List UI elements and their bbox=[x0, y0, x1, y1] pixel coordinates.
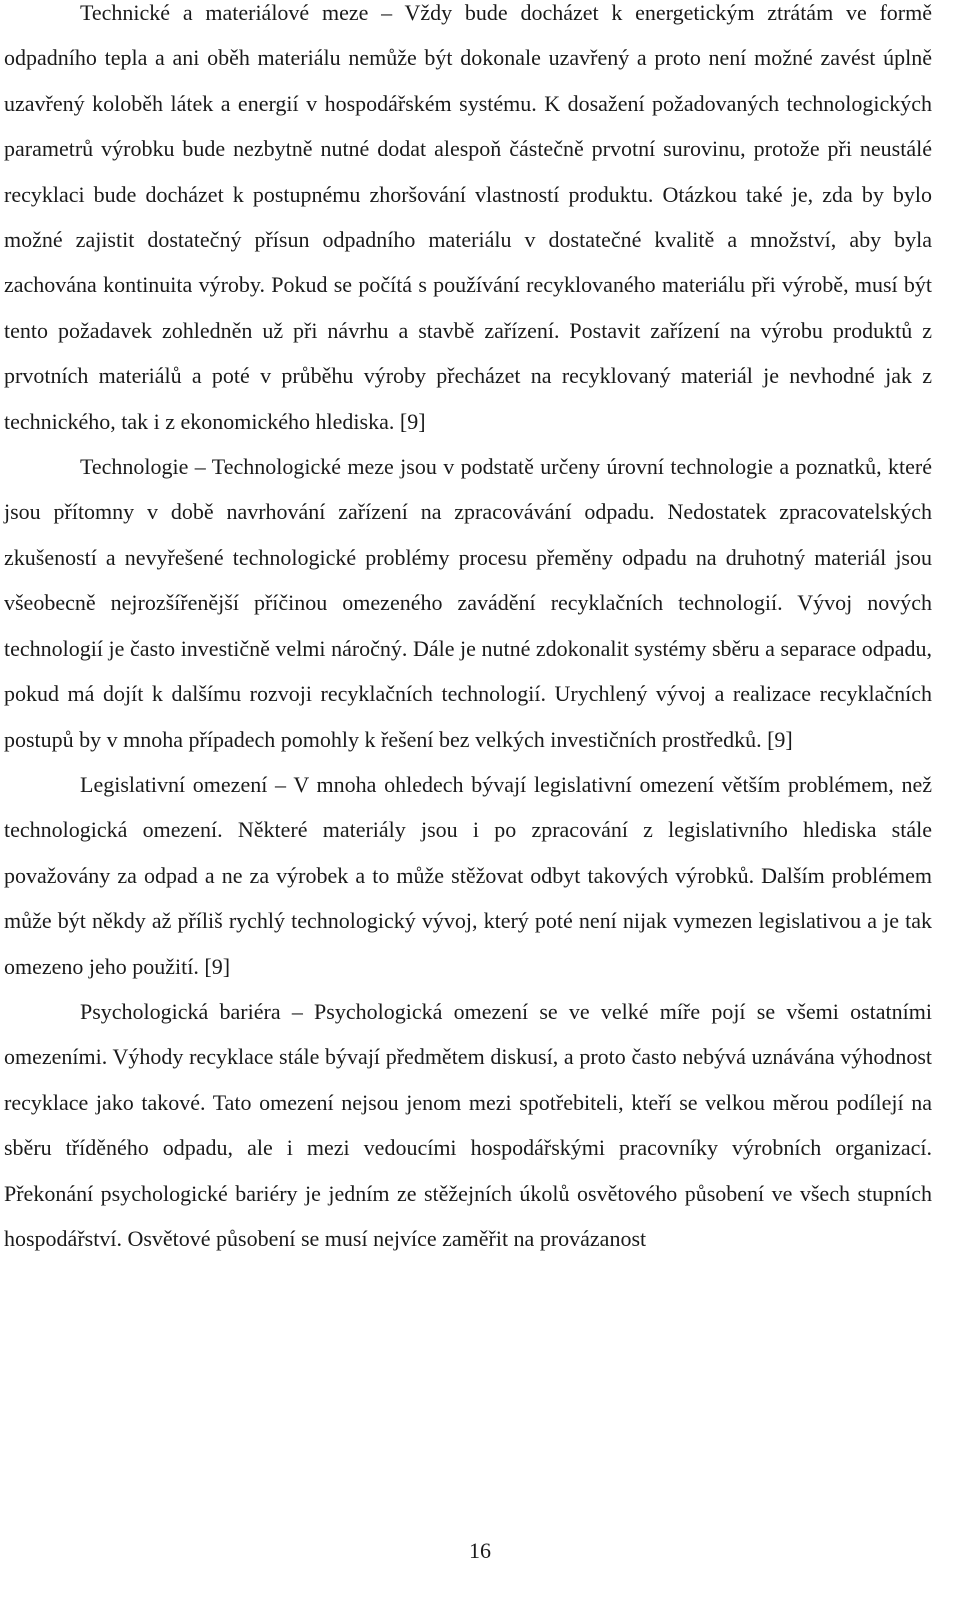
paragraph-technology: Technologie – Technologické meze jsou v podstatě určeny úrovní technologie a poznatků, které jsou přítomny v době navrhování zařízení na zpracovávání odpadu. Nedostatek zpracovatelských zkušeností a nevyřešené technologické problémy procesu přeměny odpadu na druhotný materiál jsou všeobecně nejrozšířenější příčinou omezeného zavádění recyklačních technologií. Vývoj nových technologií je často investičně velmi náročný. Dále je nutné zdokonalit systémy sběru a separace odpadu, pokud má dojít k dalšímu rozvoji recyklačních technologií. Urychlený vývoj a realizace recyklačních postupů by v mnoha případech pomohly k řešení bez velkých investičních prostředků. [9] bbox=[4, 454, 932, 752]
paragraph-psychological-barrier: Psychologická bariéra – Psychologická omezení se ve velké míře pojí se všemi ostatními omezeními. Výhody recyklace stále bývají předmětem diskusí, a proto často nebývá uznávána výhodnost recyklace jako takové. Tato omezení nejsou jenom mezi spotřebiteli, kteří se velkou měrou podílejí na sběru tříděného odpadu, ale i mezi vedoucími hospodářskými pracovníky výrobních organizací. Překonání psychologické bariéry je jedním ze stěžejních úkolů osvětového působení ve všech stupních hospodářství. Osvětové působení se musí nejvíce zaměřit na provázanost bbox=[4, 998, 932, 1251]
paragraph-technical-limits: Technické a materiálové meze – Vždy bude docházet k energetickým ztrátám ve formě odpadního tepla a ani oběh materiálu nemůže být dokonale uzavřený a proto není možné zavést úplně uzavřený koloběh látek a energií v hospodářském systému. K dosažení požadovaných technologických parametrů výrobku bude nezbytně nutné dodat alespoň částečně prvotní surovinu, protože při neustálé recyklaci bude docházet k postupnému zhoršování vlastností produktu. Otázkou také je, zda by bylo možné zajistit dostatečný přísun odpadního materiálu v dostatečné kvalitě a množství, aby byla zachována kontinuita výroby. Pokud se počítá s používání recyklovaného materiálu při výrobě, musí být tento požadavek zohledněn už při návrhu a stavbě zařízení. Postavit zařízení na výrobu produktů z prvotních materiálů a poté v průběhu výroby přecházet na recyklovaný materiál je nevhodné jak z technického, tak i z ekonomického hlediska. [9] bbox=[4, 0, 932, 434]
paragraph-legislative-limits: Legislativní omezení – V mnoha ohledech bývají legislativní omezení větším problémem, než technologická omezení. Některé materiály jsou i po zpracování z legislativního hlediska stále považovány za odpad a ne za výrobek a to může stěžovat odbyt takových výrobků. Dalším problémem může být někdy až příliš rychlý technologický vývoj, který poté není nijak vymezen legislativou a je tak omezeno jeho použití. [9] bbox=[4, 771, 932, 979]
page-number: 16 bbox=[469, 1538, 491, 1563]
body-text bbox=[4, 0, 932, 1261]
